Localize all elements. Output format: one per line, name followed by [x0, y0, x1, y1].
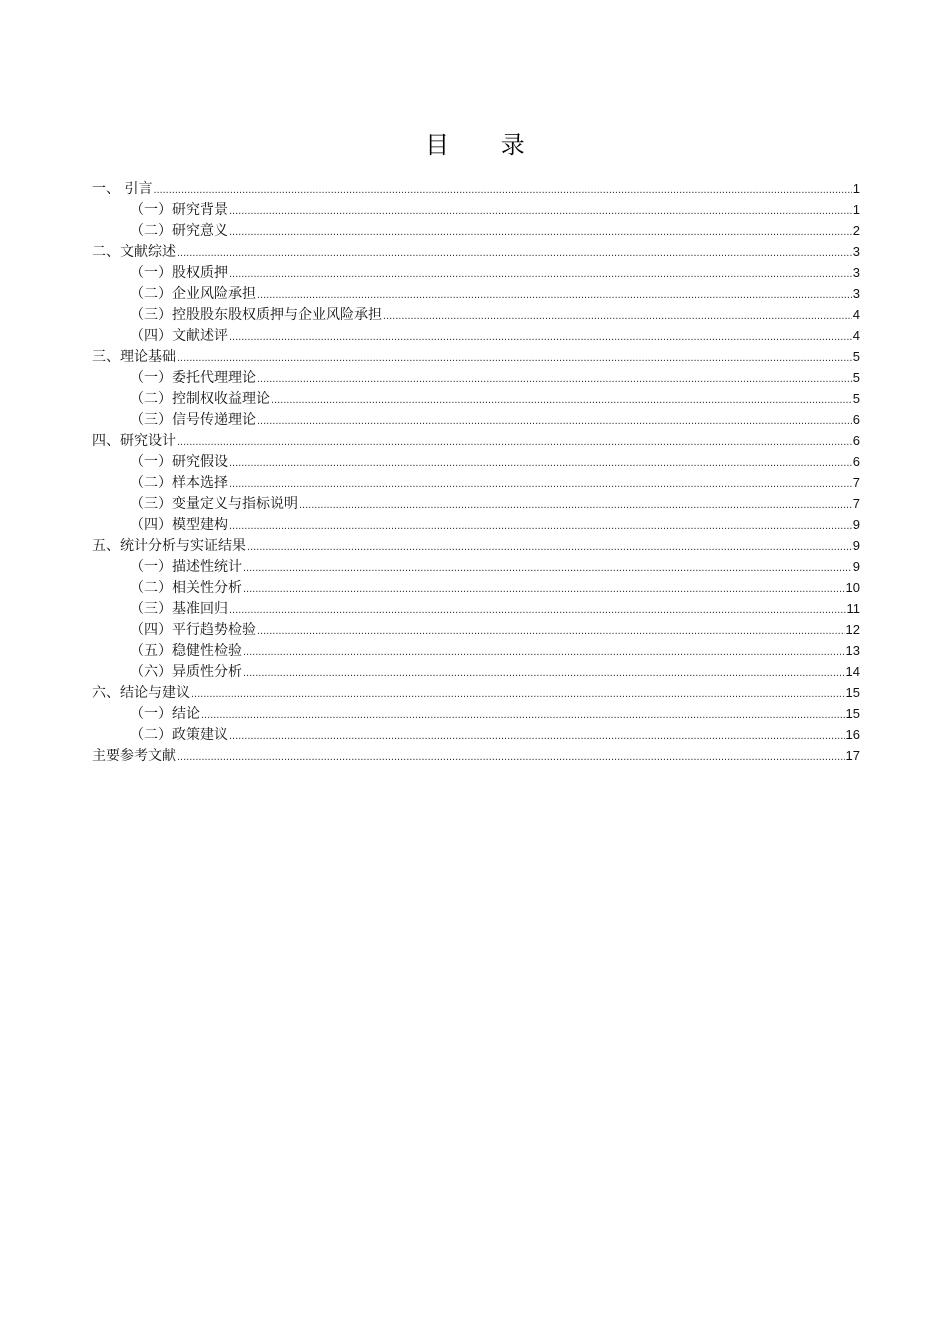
- toc-dot-leader: [257, 285, 852, 306]
- toc-page-number: 10: [845, 580, 860, 595]
- toc-entry-label: 四、研究设计: [92, 433, 176, 449]
- toc-page-number: 7: [852, 496, 860, 511]
- toc-dot-leader: [177, 243, 852, 264]
- toc-dot-leader: [243, 663, 845, 684]
- toc-entry-label: （二）政策建议: [130, 727, 228, 743]
- toc-section-entry[interactable]: [92, 661, 860, 682]
- toc-section-entry[interactable]: [92, 598, 860, 619]
- toc-entry-label: 主要参考文献: [92, 748, 176, 764]
- toc-page-number: 1: [852, 202, 860, 217]
- toc-section-entry[interactable]: [92, 220, 860, 241]
- toc-page-number: 1: [852, 181, 860, 196]
- toc-dot-leader: [177, 348, 852, 369]
- toc-dot-leader: [229, 474, 852, 495]
- toc-page-number: 15: [845, 685, 860, 700]
- toc-section-entry[interactable]: [92, 409, 860, 430]
- toc-page-number: 9: [852, 517, 860, 532]
- toc-entry-label: （一）研究假设: [130, 454, 228, 470]
- toc-section-entry[interactable]: [92, 472, 860, 493]
- toc-section-entry[interactable]: [92, 283, 860, 304]
- toc-dot-leader: [191, 684, 845, 705]
- toc-title: 目 录: [425, 131, 547, 159]
- toc-dot-leader: [153, 180, 851, 201]
- toc-section-entry[interactable]: [92, 493, 860, 514]
- toc-page-number: 3: [852, 244, 860, 259]
- toc-section-entry[interactable]: [92, 619, 860, 640]
- toc-section-entry[interactable]: [92, 451, 860, 472]
- toc-page-number: 6: [852, 454, 860, 469]
- toc-entry-label: （二）控制权收益理论: [130, 391, 270, 407]
- toc-page-number: 3: [852, 265, 860, 280]
- toc-chapter-entry[interactable]: [92, 241, 860, 262]
- toc-dot-leader: [229, 726, 845, 747]
- toc-dot-leader: [229, 453, 852, 474]
- toc-page-number: 13: [845, 643, 860, 658]
- toc-entry-label: （二）研究意义: [130, 223, 228, 239]
- toc-dot-leader: [177, 432, 852, 453]
- toc-page-number: 5: [852, 391, 860, 406]
- toc-page-number: 5: [852, 370, 860, 385]
- toc-dot-leader: [229, 600, 846, 621]
- toc-chapter-entry[interactable]: [92, 682, 860, 703]
- toc-page-number: 14: [845, 664, 860, 679]
- toc-chapter-entry[interactable]: [92, 430, 860, 451]
- toc-section-entry[interactable]: [92, 724, 860, 745]
- toc-page-number: 11: [846, 601, 860, 616]
- toc-page-number: 15: [845, 706, 860, 721]
- toc-section-entry[interactable]: [92, 556, 860, 577]
- toc-entry-label: （二）企业风险承担: [130, 286, 256, 302]
- toc-chapter-entry[interactable]: [92, 745, 860, 766]
- toc-section-entry[interactable]: [92, 325, 860, 346]
- toc-dot-leader: [257, 369, 852, 390]
- toc-section-entry[interactable]: [92, 367, 860, 388]
- toc-entry-label: （二）相关性分析: [130, 580, 242, 596]
- toc-entry-label: （二）样本选择: [130, 475, 228, 491]
- toc-entry-label: （三）控股股东股权质押与企业风险承担: [130, 307, 382, 323]
- toc-dot-leader: [229, 264, 852, 285]
- toc-section-entry[interactable]: [92, 514, 860, 535]
- toc-dot-leader: [257, 621, 845, 642]
- toc-page-number: 9: [852, 538, 860, 553]
- toc-section-entry[interactable]: [92, 262, 860, 283]
- toc-entry-label: （四）文献述评: [130, 328, 228, 344]
- toc-entry-label: （三）基准回归: [130, 601, 228, 617]
- toc-entry-label: 一、 引言: [92, 181, 153, 197]
- toc-entry-label: 二、文献综述: [92, 244, 176, 260]
- toc-section-entry[interactable]: [92, 304, 860, 325]
- toc-dot-leader: [299, 495, 852, 516]
- toc-section-entry[interactable]: [92, 577, 860, 598]
- toc-page-number: 5: [852, 349, 860, 364]
- toc-dot-leader: [243, 558, 852, 579]
- toc-page-number: 2: [852, 223, 860, 238]
- toc-entry-label: （一）委托代理理论: [130, 370, 256, 386]
- toc-chapter-entry[interactable]: [92, 178, 860, 199]
- toc-page-number: 3: [852, 286, 860, 301]
- toc-dot-leader: [229, 516, 852, 537]
- toc-entry-label: （五）稳健性检验: [130, 643, 242, 659]
- toc-dot-leader: [383, 306, 852, 327]
- toc-entry-label: （四）模型建构: [130, 517, 228, 533]
- toc-section-entry[interactable]: [92, 640, 860, 661]
- toc-section-entry[interactable]: [92, 388, 860, 409]
- toc-entry-label: （一）研究背景: [130, 202, 228, 218]
- toc-entry-label: （一）描述性统计: [130, 559, 242, 575]
- table-of-contents: [92, 178, 860, 766]
- toc-dot-leader: [243, 642, 845, 663]
- toc-page-number: 9: [852, 559, 860, 574]
- toc-entry-label: （一）结论: [130, 706, 200, 722]
- toc-section-entry[interactable]: [92, 199, 860, 220]
- toc-dot-leader: [229, 327, 852, 348]
- toc-section-entry[interactable]: [92, 703, 860, 724]
- toc-page-number: 12: [845, 622, 860, 637]
- toc-page-number: 4: [852, 328, 860, 343]
- toc-page-number: 6: [852, 412, 860, 427]
- toc-page-number: 7: [852, 475, 860, 490]
- toc-entry-label: 六、结论与建议: [92, 685, 190, 701]
- toc-entry-label: （三）信号传递理论: [130, 412, 256, 428]
- toc-entry-label: 三、理论基础: [92, 349, 176, 365]
- toc-entry-label: （一）股权质押: [130, 265, 228, 281]
- toc-dot-leader: [247, 537, 852, 558]
- toc-dot-leader: [201, 705, 845, 726]
- toc-entry-label: （四）平行趋势检验: [130, 622, 256, 638]
- toc-chapter-entry[interactable]: [92, 346, 860, 367]
- toc-page-number: 17: [845, 748, 860, 763]
- toc-entry-label: （三）变量定义与指标说明: [130, 496, 298, 512]
- toc-dot-leader: [177, 747, 845, 768]
- toc-page-number: 6: [852, 433, 860, 448]
- toc-entry-label: （六）异质性分析: [130, 664, 242, 680]
- toc-dot-leader: [229, 201, 852, 222]
- toc-dot-leader: [229, 222, 852, 243]
- toc-entry-label: 五、统计分析与实证结果: [92, 538, 246, 554]
- toc-chapter-entry[interactable]: [92, 535, 860, 556]
- toc-dot-leader: [243, 579, 845, 600]
- toc-page-number: 16: [845, 727, 860, 742]
- toc-page-number: 4: [852, 307, 860, 322]
- toc-dot-leader: [257, 411, 852, 432]
- toc-dot-leader: [271, 390, 852, 411]
